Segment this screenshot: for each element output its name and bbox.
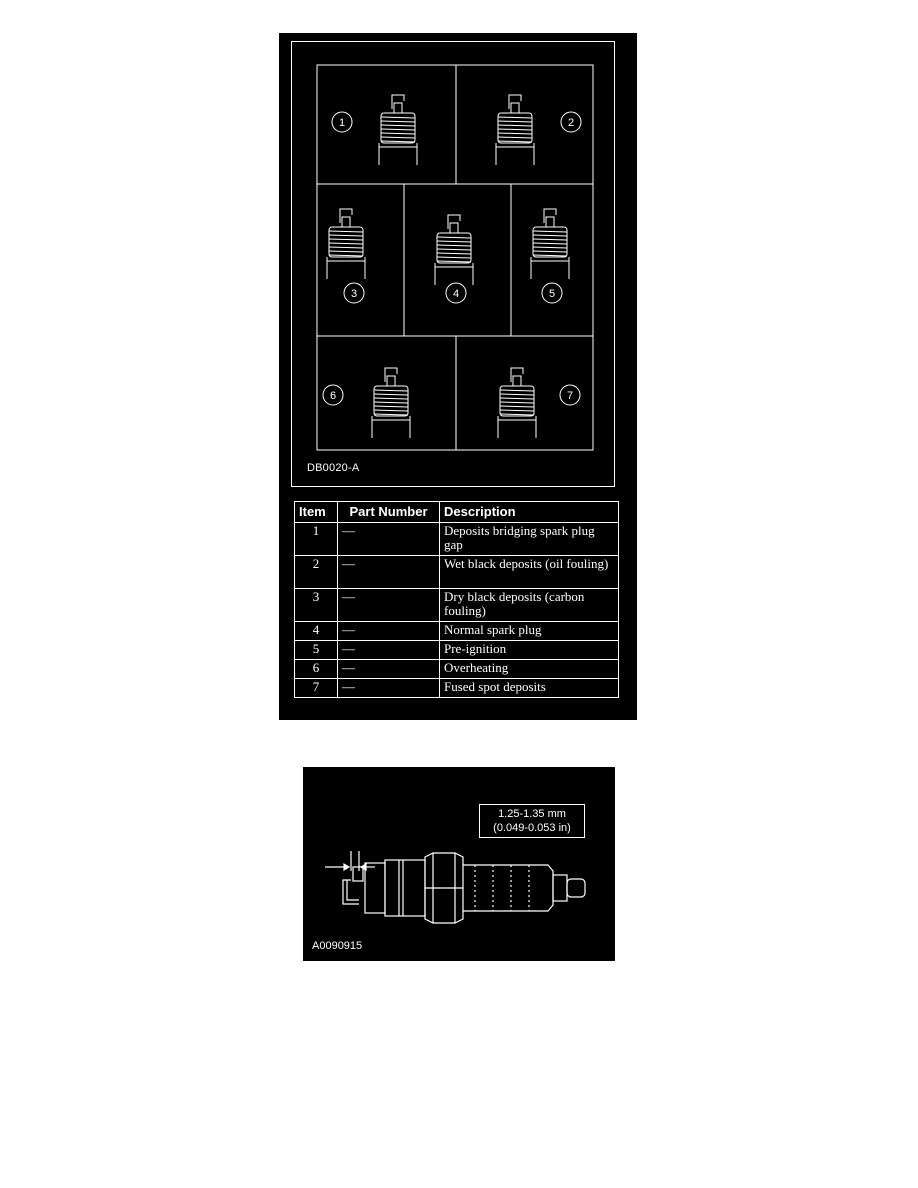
header-description: Description xyxy=(440,502,619,523)
table-row xyxy=(295,556,619,589)
terminal-nut xyxy=(567,879,585,897)
part-number: — xyxy=(338,589,440,622)
item-number: 7 xyxy=(295,679,338,698)
item-number: 1 xyxy=(295,523,338,556)
description: Wet black deposits (oil fouling) xyxy=(440,556,619,589)
spark-plug-illustration xyxy=(379,95,417,165)
part-number: — xyxy=(338,523,440,556)
figure-id-label: DB0020-A xyxy=(307,462,360,474)
callout-number: 2 xyxy=(567,117,575,129)
description: Overheating xyxy=(440,660,619,679)
callout-number: 4 xyxy=(452,288,460,300)
description: Pre-ignition xyxy=(440,641,619,660)
table-row xyxy=(295,679,619,698)
callout-number: 1 xyxy=(338,117,346,129)
part-number: — xyxy=(338,679,440,698)
spark-plug-illustration xyxy=(372,368,410,438)
callout-4 xyxy=(446,283,466,303)
header-item: Item xyxy=(295,502,338,523)
table-row xyxy=(295,523,619,556)
gap-spec-mm: 1.25-1.35 mm xyxy=(498,808,566,820)
ground-electrode-inner xyxy=(347,880,359,900)
figure-id-label: A0090915 xyxy=(312,940,363,952)
spark-plug-illustration xyxy=(327,209,365,279)
item-number: 6 xyxy=(295,660,338,679)
callout-number: 7 xyxy=(566,390,574,402)
parts-table xyxy=(294,501,619,698)
table-row xyxy=(295,589,619,622)
spark-plug-illustration xyxy=(498,368,536,438)
table-row xyxy=(295,641,619,660)
item-number: 2 xyxy=(295,556,338,589)
callout-number: 5 xyxy=(548,288,556,300)
spark-plug-illustration xyxy=(435,215,473,285)
callout-1 xyxy=(332,112,352,132)
table-row xyxy=(295,622,619,641)
callout-number: 3 xyxy=(350,288,358,300)
spark-plug-illustration xyxy=(531,209,569,279)
spark-plug-conditions-figure xyxy=(279,33,637,720)
part-number: — xyxy=(338,556,440,589)
item-number: 4 xyxy=(295,622,338,641)
callout-3 xyxy=(344,283,364,303)
plug-tip xyxy=(365,863,385,913)
table-row xyxy=(295,660,619,679)
callout-5 xyxy=(542,283,562,303)
header-part-number: Part Number xyxy=(338,502,440,523)
description: Dry black deposits (carbon fouling) xyxy=(440,589,619,622)
callout-number: 6 xyxy=(329,390,337,402)
callout-6 xyxy=(323,385,343,405)
spark-plug-gap-figure xyxy=(303,767,615,961)
item-number: 3 xyxy=(295,589,338,622)
terminal xyxy=(553,875,567,901)
callout-7 xyxy=(560,385,580,405)
description: Normal spark plug xyxy=(440,622,619,641)
callout-2 xyxy=(561,112,581,132)
description: Deposits bridging spark plug gap xyxy=(440,523,619,556)
center-electrode xyxy=(353,867,363,881)
spark-plug-illustration xyxy=(496,95,534,165)
part-number: — xyxy=(338,622,440,641)
description: Fused spot deposits xyxy=(440,679,619,698)
part-number: — xyxy=(338,660,440,679)
part-number: — xyxy=(338,641,440,660)
gap-spec-in: (0.049-0.053 in) xyxy=(493,822,571,834)
table-header-row xyxy=(295,502,619,523)
gap-spec-box xyxy=(479,804,585,838)
plug-threads xyxy=(385,860,425,916)
insulator xyxy=(463,865,553,911)
item-number: 5 xyxy=(295,641,338,660)
spark-plug-side-view xyxy=(303,767,615,961)
spark-plug-grid xyxy=(279,33,637,493)
